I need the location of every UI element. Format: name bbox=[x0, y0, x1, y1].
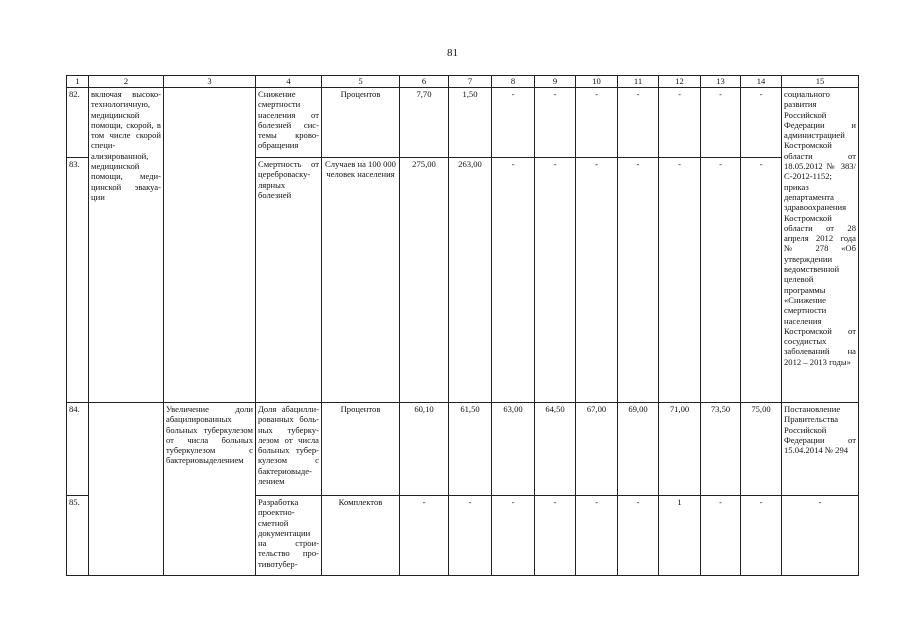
section-cell-empty bbox=[89, 403, 164, 576]
table-row bbox=[67, 403, 859, 496]
legal-basis: Постановление Правительства Российской Федерации от 15.04.2014 № 294 bbox=[782, 403, 859, 496]
value-cell: - bbox=[492, 88, 535, 158]
header-cell: 3 bbox=[164, 76, 256, 88]
value-cell: - bbox=[576, 158, 618, 403]
value-cell: - bbox=[618, 158, 659, 403]
value-cell: - bbox=[659, 158, 701, 403]
value-cell: - bbox=[535, 496, 576, 576]
value-cell: - bbox=[782, 496, 859, 576]
value-cell: 7,70 bbox=[400, 88, 449, 158]
header-cell: 9 bbox=[535, 76, 576, 88]
value-cell: - bbox=[400, 496, 449, 576]
value-cell: 69,00 bbox=[618, 403, 659, 496]
value-cell: 67,00 bbox=[576, 403, 618, 496]
value-cell: 1,50 bbox=[449, 88, 492, 158]
legal-basis: социального развития Российской Федерации и администрацией Костромской области от 18.05.2012 № 383/С-2012-1152; приказ департамента здравоохранения Костромской области от 28 апреля 2012 года № 278 «Об утверждении ведомственной целевой программы «Снижение смертности населения Костромской от сосудистых заболеваний на 2012 – 2013 годы» bbox=[782, 88, 859, 403]
header-cell: 11 bbox=[618, 76, 659, 88]
section-description: включая высоко-технологичную, медицинской помощи, скорой, в том числе скорой специ-ализированной, медицинской помощи, меди-цинской эвакуа-ции bbox=[89, 88, 164, 403]
header-cell: 13 bbox=[701, 76, 741, 88]
header-cell: 6 bbox=[400, 76, 449, 88]
unit-cell: Комплектов bbox=[322, 496, 400, 576]
header-cell: 10 bbox=[576, 76, 618, 88]
header-cell: 12 bbox=[659, 76, 701, 88]
unit-cell: Процентов bbox=[322, 88, 400, 158]
value-cell: - bbox=[535, 158, 576, 403]
value-cell: - bbox=[576, 88, 618, 158]
value-cell: - bbox=[701, 158, 741, 403]
value-cell: 71,00 bbox=[659, 403, 701, 496]
header-cell: 5 bbox=[322, 76, 400, 88]
value-cell: - bbox=[741, 158, 782, 403]
value-cell: 63,00 bbox=[492, 403, 535, 496]
value-cell: - bbox=[741, 88, 782, 158]
header-cell: 1 bbox=[67, 76, 89, 88]
value-cell: 1 bbox=[659, 496, 701, 576]
row-number: 82. bbox=[67, 88, 89, 158]
value-cell: - bbox=[492, 496, 535, 576]
value-cell: 275,00 bbox=[400, 158, 449, 403]
header-cell: 2 bbox=[89, 76, 164, 88]
indicators-table bbox=[66, 75, 859, 576]
value-cell: - bbox=[576, 496, 618, 576]
value-cell: - bbox=[492, 158, 535, 403]
value-cell: 60,10 bbox=[400, 403, 449, 496]
value-cell: 263,00 bbox=[449, 158, 492, 403]
unit-cell: Процентов bbox=[322, 403, 400, 496]
value-cell: 61,50 bbox=[449, 403, 492, 496]
indicator-name: Снижение смертности населения от болезней сис-темы крово-обращения bbox=[256, 88, 322, 158]
value-cell: - bbox=[701, 88, 741, 158]
value-cell: 75,00 bbox=[741, 403, 782, 496]
value-cell: - bbox=[618, 88, 659, 158]
header-cell: 7 bbox=[449, 76, 492, 88]
value-cell: - bbox=[535, 88, 576, 158]
header-cell: 4 bbox=[256, 76, 322, 88]
value-cell: 73,50 bbox=[701, 403, 741, 496]
task-description: Увеличение доли абацилированных больных туберкулезом от числа больных туберкулезом с бактериовыделением bbox=[164, 403, 256, 576]
row-number: 84. bbox=[67, 403, 89, 496]
value-cell: - bbox=[741, 496, 782, 576]
header-cell: 8 bbox=[492, 76, 535, 88]
header-cell: 15 bbox=[782, 76, 859, 88]
row-number: 83. bbox=[67, 158, 89, 403]
value-cell: - bbox=[618, 496, 659, 576]
row-number: 85. bbox=[67, 496, 89, 576]
indicator-name: Разработка проектно-сметной документации на строи-тельство про-тивотубер- bbox=[256, 496, 322, 576]
table-row bbox=[67, 88, 859, 158]
value-cell: 64,50 bbox=[535, 403, 576, 496]
unit-cell: Случаев на 100 000 человек населения bbox=[322, 158, 400, 403]
indicator-name: Доля абацилли-рованных боль-ных туберку-лезом от числа больных тубер-кулезом с бактериовыде-лением bbox=[256, 403, 322, 496]
value-cell: - bbox=[659, 88, 701, 158]
header-row bbox=[67, 76, 859, 88]
header-cell: 14 bbox=[741, 76, 782, 88]
indicator-name: Смертность от цереброваску-лярных болезней bbox=[256, 158, 322, 403]
page-number: 81 bbox=[447, 47, 458, 59]
task-cell-empty bbox=[164, 88, 256, 403]
value-cell: - bbox=[701, 496, 741, 576]
value-cell: - bbox=[449, 496, 492, 576]
